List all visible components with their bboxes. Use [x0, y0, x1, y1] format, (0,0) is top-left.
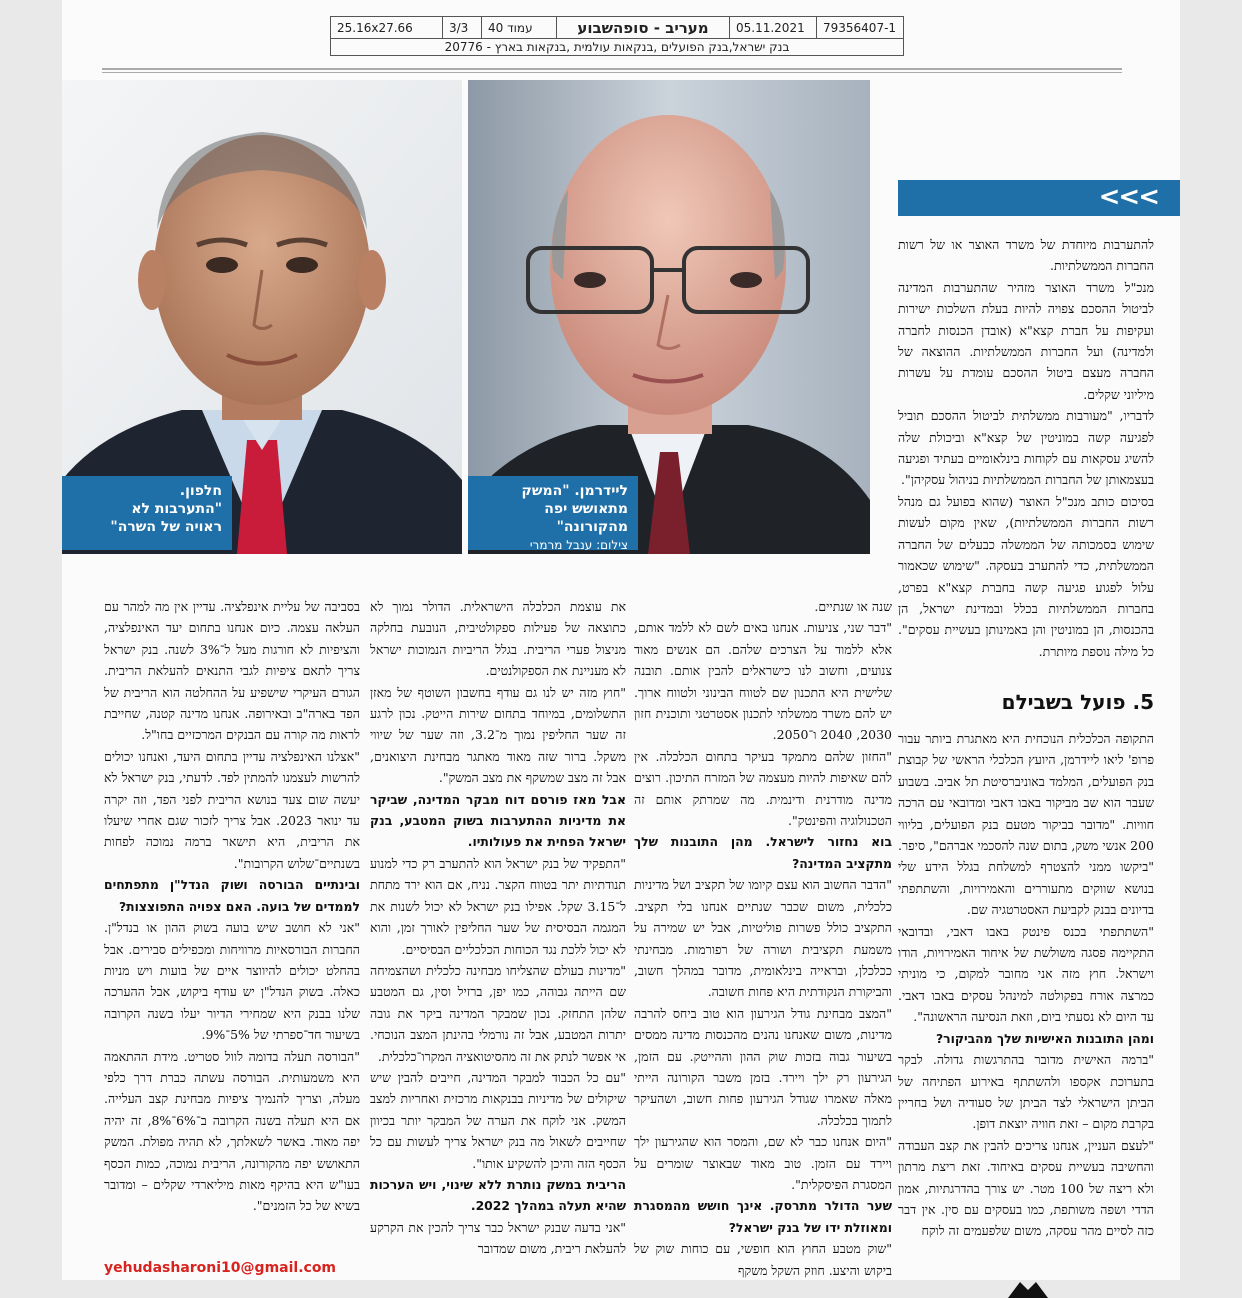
- section-title: 5. פועל בשבילם: [1001, 690, 1154, 714]
- subheading-question: הריבית במשק נותרת ללא שינוי, ויש הערכות שהיא תעלה במהלך 2022.: [370, 1176, 626, 1214]
- paragraph: "היום אנחנו כבר לא שם, והמסר הוא שהגירעון ילך ויירד עם הזמן. טוב מאוד שבאוצר שומרים על המסגרת הפיסקלית".: [634, 1134, 892, 1192]
- subheading-question: בוא נחזור לישראל. מהן התובנות שלך מתקציב המדינה?: [634, 834, 892, 871]
- subheading-question: שער הדולר מתרסק. אינך חושש מהמסגרת ומאוזלת ידו של בנק ישראל?: [634, 1198, 892, 1235]
- newspaper-page: [62, 0, 1180, 1280]
- article-column-right-top: [898, 234, 1154, 670]
- photo-leiderman: [468, 80, 870, 554]
- subheading-question: ומהן התובנות האישיות שלך מהביקור?: [935, 1030, 1154, 1046]
- paragraph: "לעצם העניין, אנחנו צריכים להבין את קצב העבודה והחשיבה בעשיית עסקים באיחוד. זאת ריצת מרתון ולא ריצה של 100 מטר. יש צורך בהדרגתיות, אמון הדדי ושפה משותפת, כמו בעסקים עם סין. אין דבר כזה לסיים מהר עסקה, משום שלפעמים זה לוקח: [898, 1137, 1154, 1239]
- paragraph: להתערבות מיוחדת של משרד האוצר או של רשות החברות הממשלתיות.: [898, 237, 1154, 274]
- paragraph: "השתתפתי בכנס פינטק באבו דאבי, ובדובאי התקיימה פסגה משולשת של איחוד האמירויות, הודו וישראל. חוץ מזה אני מחובר למקום, כי מוניתי כמרצה אורח בפקולטה למינהל עסקים באבו דאבי. עד היום לא נסעתי ביום, וזאת הנסיעה הראשונה".: [898, 923, 1154, 1025]
- paragraph: "אני לא חושב שיש בועה בשוק ההון או בנדל"ן. החברות הבורסאיות מרוויחות ומכפילים סבירים. אבל בהחלט יכולים להיווצר איים של בועות ויש מניות כאלה. בשוק הנדל"ן יש עודף ביקוש, אבל ההערכה שלנו בבנק היא שמחירי הדיור יעלו בשנה הקרובה בשיעור חד־ספרתי של 5%־9%.: [104, 920, 360, 1043]
- paragraph: "אני בדעה שבנק ישראל כבר צריך להכין את הקרקע להעלאת ריבית, משום שמדובר: [370, 1219, 626, 1257]
- paragraph: "ברמה האישית מדובר בהתרגשות גדולה. לבקר בתערוכת אקספו ולהשתתף באירוע הפתיחה של הביתן הישראלי לצד הביתן של סעודיה ושל בחריין בקרבת מקום – זאת חוויה יוצאת דופן.: [898, 1052, 1154, 1132]
- paragraph: "אצלנו האינפלציה עדיין בתחום היעד, ואנחנו יכולים להרשות לעצמנו להמתין לפד. לדעתי, בנק ישראל לא יעשה שום צעד בנושא הריבית לפני הפד, וזה יקרה עד ינואר 2023. אבל צריך לזכור שגם אחרי שיעלו את הריבית, היא תישאר ברמה נמוכה לפחות בשנתיים־שלוש הקרובות".: [104, 748, 360, 871]
- article-column-3: [634, 596, 892, 1280]
- paragraph: לדבריו, "מעורבות ממשלתית לביטול ההסכם תוביל לפגיעה קשה במוניטין של קצא"א וביכולת שלה להשיג עסקאות עם לקוחות בינלאומיים בעתיד ופגיעה בעצמאותן של החברות הממשלתיות בניהול עסקיהן".: [898, 408, 1154, 488]
- caption-line: חלפון.: [179, 483, 222, 499]
- caption-line: ראויה של השרה": [110, 519, 222, 535]
- divider: [102, 68, 1122, 70]
- clip-size: 25.16x27.66: [337, 20, 413, 35]
- caption-line: "התערבות לא: [131, 501, 222, 517]
- paragraph: "דבר שני, צניעות. אנחנו באים לשם לא ללמד אותם, אלא ללמוד על הצרכים שלהם. הם אנשים מאוד צנועים, וחשוב לנו כישראלים להבין אותם. תובנה שלישית היא התכנון שם לטווח הבינוני ולטווח ארוך. יש להם משרד ממשלתי לתכנון אסטרטגי ותוכנית חזון 2030, 2040 ו־2050.: [634, 620, 892, 743]
- paragraph: "התפקיד של בנק ישראל הוא להתערב רק כדי למנוע תנודתיות יתר בטווח הקצר. נניח, אם הוא ירד מתחת ל־3.15 שקל. אפילו בנק ישראל לא יכול לשנות את המגמה הבסיסית של שער החליפין לאורך זמן, והוא לא יכול ללכת נגד הכוחות הכלכליים הבסיסיים.: [370, 855, 626, 957]
- paragraph: "המצב מבחינת גודל הגירעון הוא טוב ביחס להרבה מדינות, משום שאנחנו נהנים מהכנסות מדינה ממסים בשיעור גבוה בזכות שוק ההון וההייטק. עם הזמן, הגירעון רק ילך ויירד. בזמן משבר הקורונה הייתי מאלה שאמרו שגודל הגירעון פחות חשוב, ושהעיקר לתמוך בכלכלה.: [634, 1005, 892, 1128]
- paragraph: "עם כל הכבוד למבקר המדינה, חייבים להבין שיש שיקולים של מדיניות בבנקאות מרכזית ואחריות למצב המשק. אני לוקח את הערה של המבקר יותר בכיוון שחייבים לשאול מה בנק ישראל צריך לעשות עם כל הכסף הזה והיכן להשקיע אותו".: [370, 1069, 626, 1171]
- photo-halfon: [62, 80, 462, 554]
- clip-id: 79356407-1: [816, 17, 903, 38]
- paragraph: בסביבה של עליית אינפלציה. עדיין אין מה למהר עם העלאה עצמה. כיום אנחנו בתחום יעד האינפלציה, והציפיות לא חורגות מעל ל־3% לשנה. בנק ישראל צריך לתאם ציפיות לגבי התנאים להעלאת הריבית. הגורם העיקרי שישפיע על ההחלטה הוא הריבית של הפד בארה"ב ובאירופה. אנחנו מדינה קטנה, שחייבת לראות מה קורה עם הבנקים המרכזיים בחו"ל.: [104, 599, 360, 743]
- article-column-2: [370, 596, 626, 1280]
- clip-date: 05.11.2021: [729, 17, 816, 38]
- paragraph: התקופה הכלכלית הנוכחית היא מאתגרת ביותר עבור פרופ' ליאו ליידרמן, היועץ הכלכלי הראשי של קבוצת בנק הפועלים, המלמד באוניברסיטת תל אביב. בשבוע שעבר הוא שב מביקור באבו דאבי ומדובאי עם הרכה חוויות. "מדובר בביקור מטעם בנק הפועלים, בליווי 200 אנשי משק, בתום שנה להסכמי אברהם", סיפר. "ביקשו ממני להצטרף למשלחת בגלל הידע שלי בנושא שווקים מתעוררים והאמירויות, והשתתפתי בדיונים בבנק לקביעת האסטרטגיה שם.: [898, 731, 1154, 918]
- subheading-question: ובינתיים הבורסה ושוק הנדל"ן מתפתחים לממדים של בועה. האם צפויה התפוצצות?: [104, 877, 360, 914]
- paragraph: שנה או שנתיים.: [814, 599, 892, 614]
- caption-line: ליידרמן. "המשק: [521, 483, 628, 499]
- divider: [102, 72, 1122, 73]
- paragraph: "שוק מטבע החוץ הוא חופשי, עם כוחות שוק של ביקוש והיצע. חוזק השקל משקף: [634, 1241, 892, 1278]
- caption-line: מתאושש יפה מהקורונה": [544, 501, 628, 535]
- paragraph: בסיכום כותב מנכ"ל האוצר (שהוא בפועל גם מנהל רשות החברות הממשלתיות), שאין מקום לעשות שימוש בסמכותה של הממשלה כבעלים של החברה הממשלתית, כדי להתערב בעסקה. "שימוש שכאמור עלול לפגוע פגיעה קשה בחברת קצא"א בפרט, בחברות הממשלתיות בכלל ובמדינת ישראל, הן בהכנסות, הן במוניטין והן באמינותן בעשיית עסקים". כל מילה נוספת מיותרת.: [898, 493, 1154, 659]
- publication-name: מעריב - סופהשבוע: [556, 17, 729, 38]
- page-number: עמוד 40: [481, 17, 556, 38]
- paragraph: "הדבר החשוב הוא עצם קיומו של תקציב ושל מדיניות כלכלית, משום שכבר שנתיים אנחנו בלי תקציב. התקציב כולל פשרות פוליטיות, אבל יש שמירה על משמעת תקציבית ושורה של רפורמות. מבחינתי ככלכלן, ובראייה בינלאומית, מדובר במהלך חשוב, והביקורת הנקודתית היא פחות חשובה.: [634, 877, 892, 1000]
- article-column-right-bottom: [898, 728, 1154, 1280]
- paragraph: "חוץ מזה יש לנו גם עודף בחשבון השוטף של מאזן התשלומים, במיוחד בתחום שירות הייטק. נכון לרגע זה שער החליפין נמוך מ־3.2, וזה שער של שיווי משקל. ברור שזה מאוד מאתגר מבחינת היצואנים, אבל זה מצב שמשקף את מצב המשק".: [370, 684, 626, 786]
- paragraph: "הבורסה תעלה בדומה לוול סטריט. מידת ההתאמה היא משמעותית. הבורסה עשתה כברת דרך כלפי מעלה, וצריך להנמיך ציפיות מבחינת קצב העלייה. אם היא תעלה בשנה הקרובה ב־6%־8%, זה יהיה יפה מאוד. באשר לשאלתך, לא תהיה מפולת. המשק התאושש יפה מהקורונה, הריבית נמוכה, כמות הכסף בעו"ש היא בהיקף מאות מיליארדי שקלים – ומדובר בשיא של כל הזמנים".: [104, 1048, 360, 1214]
- article-column-1: [104, 596, 360, 1236]
- part-count: 3/3: [442, 17, 481, 38]
- corner-logo-icon: [1008, 1278, 1048, 1298]
- paragraph: מנכ"ל משרד האוצר מזהיר שהתערבות המדינה לביטול ההסכם צפויה להיות בעלת השלכות ישירות ועקיפות על חברת קצא"א (אובדן הכנסות לחברה ולמדינה) ועל החברות הממשלתיות. ההוצאה של החברה מעצם ביטול ההסכם עומדת על עשרות מיליוני שקלים.: [898, 279, 1154, 402]
- photo-caption-leiderman: [468, 476, 638, 550]
- arrows-icon: <<<: [1098, 182, 1158, 212]
- paragraph: את עוצמת הכלכלה הישראלית. הדולר נמוך לא כתוצאה של פעילות ספקולטיבית, הנובעת בחלקה מניצול פערי הריבית. בגלל הריביות הנמוכות ישראל לא מעניינת את הספקולנטים.: [370, 599, 626, 679]
- clip-subjects: בנק ישראל,בנק הפועלים ,בנקאות עולמית ,בנקאות בארץ - 20776: [444, 40, 790, 54]
- subheading-question: אבל מאז פורסם דוח מבקר המדינה, שביקר את מדיניות ההתערבות בשוק המטבע, בנק ישראל הפחית את פעולותיו.: [370, 791, 626, 850]
- paragraph: "מדינות בעולם שהצליחו מבחינה כלכלית ושהצמיחה שם הייתה גבוהה, כמו יפן, ברזיל וסין, גם המטבע שלהן התחזק. נכון שמבקר המדינה ביקר את גובה יתרות המטבע, אבל זה נורמלי בהינתן המצב הנוכחי. אי אפשר לנתק את זה מהסיטואציה המקרו־כלכלית.: [370, 962, 626, 1064]
- author-email[interactable]: yehudasharoni10@gmail.com: [104, 1260, 337, 1276]
- photo-credit: צילום: ענבל מרמרי: [529, 538, 628, 552]
- clip-header-row: [331, 17, 903, 39]
- photo-caption-halfon: [62, 476, 232, 550]
- paragraph: "החזון שלהם מתמקד בעיקר בתחום הכלכלה. אין להם שאיפות להיות מעצמה של המזרח התיכון. רוצים מדינה מודרנית ודינמית. מה שמרתק אותם זה הטכנולוגיה והפינטק".: [634, 748, 892, 829]
- continuation-banner: [898, 180, 1180, 216]
- clip-header: [330, 16, 904, 56]
